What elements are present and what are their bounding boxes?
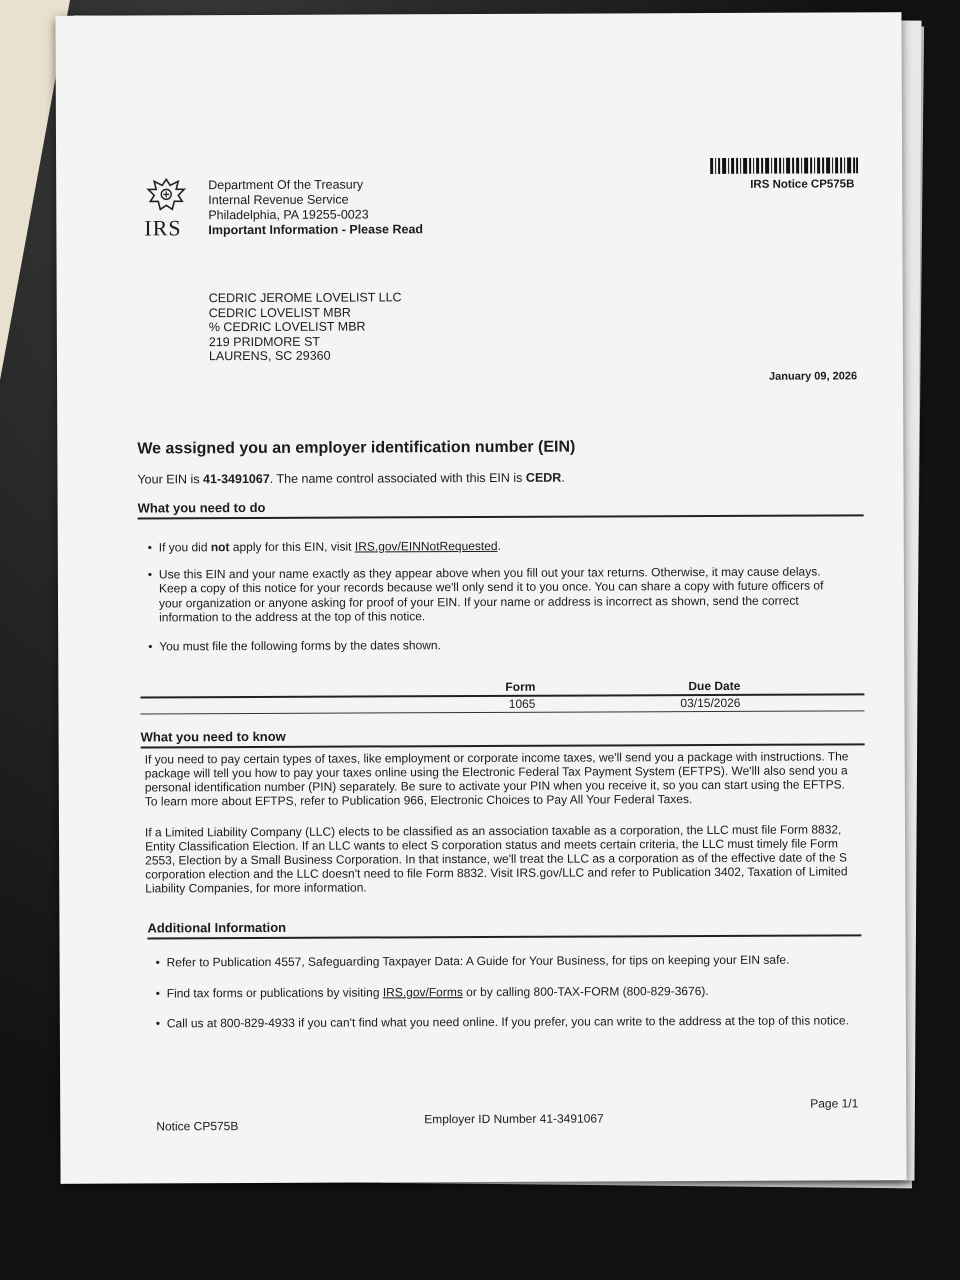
agency-address <box>208 177 423 238</box>
eagle-icon <box>146 177 186 215</box>
forms-table <box>140 678 864 714</box>
irs-forms-link[interactable]: IRS.gov/Forms <box>382 984 463 999</box>
address-line: 219 PRIDMORE ST <box>208 334 321 349</box>
ein-text: Your EIN is <box>137 472 204 487</box>
list-item: • You must file the following forms by the dates shown. <box>148 636 838 654</box>
cell-due-date: 03/15/2026 <box>680 695 741 711</box>
section-heading-additional: Additional Information <box>147 917 861 939</box>
ein-not-requested-link[interactable]: IRS.gov/EINNotRequested <box>354 538 498 554</box>
notice-page <box>55 12 906 1184</box>
address-line: CEDRIC LOVELIST MBR <box>208 305 351 320</box>
name-control: CEDR <box>525 470 562 485</box>
item-text: Find tax forms or publications by visiting <box>166 984 383 1000</box>
additional-list <box>156 952 856 1042</box>
recipient-address <box>209 290 402 363</box>
agency-line: Philadelphia, PA 19255-0023 <box>208 207 369 223</box>
item-text: If you did <box>158 540 211 555</box>
footer-notice: Notice CP575B <box>156 1119 239 1134</box>
address-line: % CEDRIC LOVELIST MBR <box>208 319 366 335</box>
notice-date: January 09, 2026 <box>769 370 858 383</box>
item-text-bold: not <box>210 540 230 555</box>
footer-page: Page 1/1 <box>810 1096 859 1111</box>
ein-statement <box>137 471 564 487</box>
barcode <box>710 157 858 174</box>
todo-list <box>148 537 839 664</box>
agency-line: Department Of the Treasury <box>208 177 364 193</box>
item-text: or by calling 800-TAX-FORM (800-829-3676). <box>462 983 709 999</box>
section-heading-todo: What you need to do <box>138 497 864 519</box>
ein-number: 41-3491067 <box>202 471 270 487</box>
page-title: We assigned you an employer identification number (EIN) <box>137 438 576 458</box>
important-notice: Important Information - Please Read <box>208 222 424 238</box>
paragraph: If a Limited Liability Company (LLC) elects to be classified as an association taxable as a corporation, the LLC must file Form 8832, Entity Classification Election. If an LLC wants to elect S corporation status and meets certain criteria, the LLC must timely file Form 2553, Election by a Small Business Corporation. In that instance, we'll treat the LLC as a corporation as of the effective date of the S corporation election and the LLC doesn't need to file Form 8832. Visit IRS.gov/LLC and refer to Publication 3402, Taxation of Limited Liability Companies, for more information. <box>144 822 848 896</box>
irs-logo <box>144 177 188 247</box>
address-line: LAURENS, SC 29360 <box>208 348 331 364</box>
table-row <box>140 695 864 714</box>
footer-employer-id: Employer ID Number 41-3491067 <box>424 1111 604 1127</box>
ein-text: . The name control associated with this EIN is <box>269 470 526 486</box>
list-item: • Refer to Publication 4557, Safeguarding Taxpayer Data: A Guide for Your Business, for tips on keeping your EIN safe. <box>156 952 856 970</box>
list-item: • Call us at 800-829-4933 if you can't find what you need online. If you prefer, you can write to the address at the top of this notice. <box>156 1013 856 1031</box>
header-due-date: Due Date <box>688 678 741 694</box>
ein-text: . <box>561 470 565 485</box>
notice-code: IRS Notice CP575B <box>750 178 855 191</box>
agency-line: Internal Revenue Service <box>208 192 349 208</box>
list-item <box>148 537 838 555</box>
list-item <box>156 983 856 1001</box>
logo-text: IRS <box>144 215 182 241</box>
item-text: . <box>497 538 501 553</box>
cell-form: 1065 <box>508 696 536 711</box>
header-form: Form <box>505 679 536 694</box>
paragraph: If you need to pay certain types of taxes, like employment or corporate income taxes, we'll send you a package with instructions. The package will tell you how to pay your taxes online using the Electronic Federal Tax Payment System (EFTPS). We'llI also send you a personal identification number (PIN) separately. Be sure to activate your PIN when you receive it, so you can start using the EFTPS. To learn more about EFTPS, refer to Publication 966, Electronic Choices to Pay All Your Federal Taxes. <box>144 749 849 809</box>
list-item: • Use this EIN and your name exactly as they appear above when you fill out your tax returns. Otherwise, it may cause delays. Keep a copy of this notice for your records because we'll only send it to you once. You can share a copy with future officers of your organization or anyone asking for proof of your EIN. If your name or address is incorrect as shown, send the correct information to the address at the top of this notice. <box>148 564 838 625</box>
section-heading-know: What you need to know <box>141 726 865 748</box>
item-text: apply for this EIN, visit <box>229 539 355 555</box>
address-line: CEDRIC JEROME LOVELIST LLC <box>208 290 402 306</box>
